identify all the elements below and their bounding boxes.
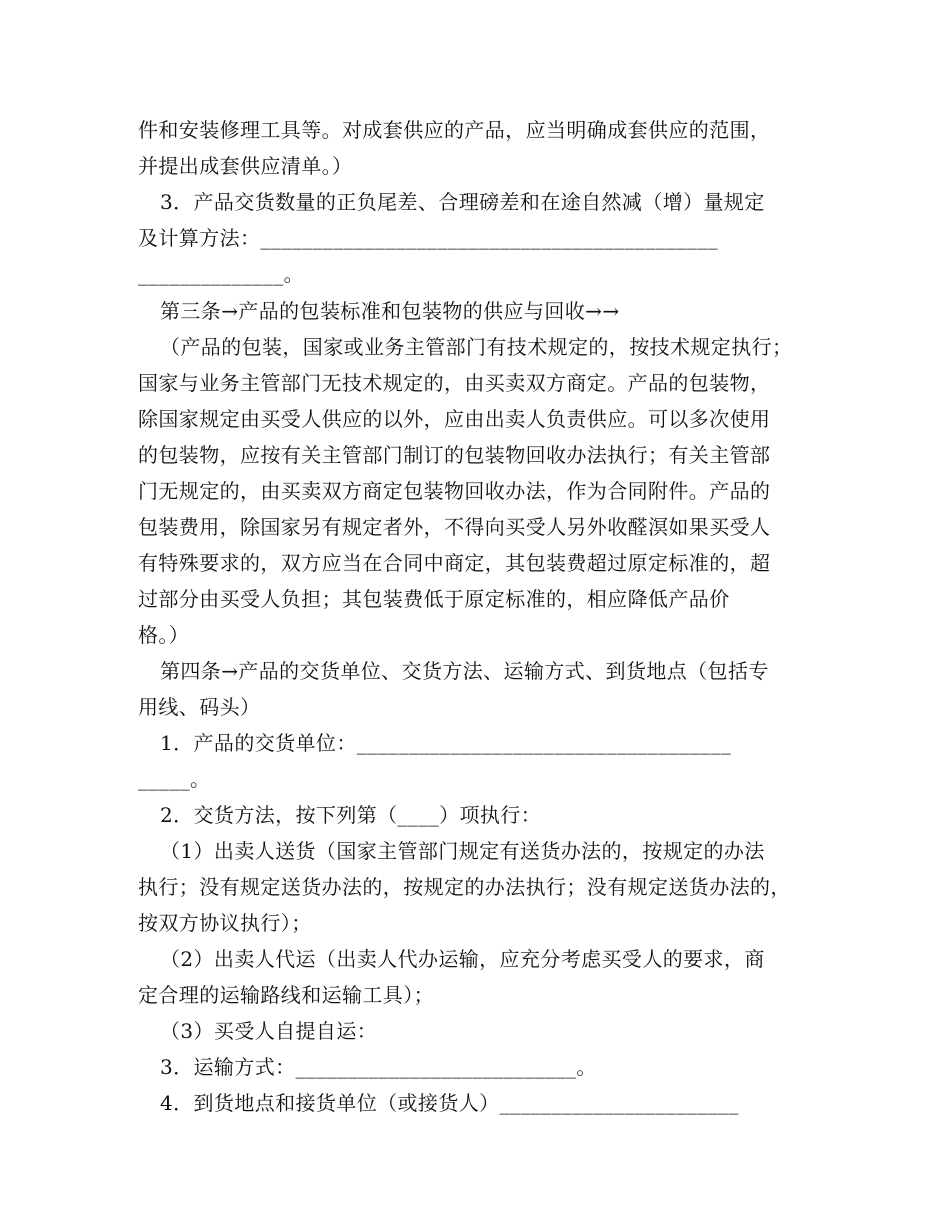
text-line: 国家与业务主管部门无技术规定的，由买卖双方商定。产品的包装物， bbox=[138, 371, 771, 395]
text-line: 3．运输方式：___________________________。 bbox=[160, 1055, 597, 1079]
text-line: 定合理的运输路线和运输工具）； bbox=[138, 983, 434, 1007]
text-line: 包装费用，除国家另有规定者外，不得向买受人另外收醛溟如果买受人 bbox=[138, 515, 771, 539]
text-line: 过部分由买受人负担；其包装费低于原定标准的，相应降低产品价 bbox=[138, 587, 730, 611]
text-line: （3）买受人自提自运： bbox=[160, 1019, 378, 1043]
text-line: 除国家规定由买受人供应的以外，应由出卖人负责供应。可以多次使用 bbox=[138, 407, 771, 431]
text-line: 有特殊要求的，双方应当在合同中商定，其包装费超过原定标准的，超 bbox=[138, 551, 771, 575]
text-line: 用线、码头） bbox=[138, 695, 261, 719]
text-line: 件和安装修理工具等。对成套供应的产品，应当明确成套供应的范围， bbox=[138, 118, 771, 142]
text-line: 2．交货方法，按下列第（____）项执行： bbox=[160, 803, 542, 827]
text-line: _____。 bbox=[138, 767, 211, 791]
text-line: 格。） bbox=[138, 623, 190, 647]
article-heading: 第四条→产品的交货单位、交货方法、运输方式、到货地点（包括专 bbox=[160, 659, 769, 683]
text-line: 门无规定的，由买卖双方商定包装物回收办法，作为合同附件。产品的 bbox=[138, 479, 771, 503]
text-line: ______________。 bbox=[138, 262, 304, 286]
text-line: 按双方协议执行）； bbox=[138, 911, 312, 935]
text-line: 及计算方法：____________________________________________ bbox=[138, 226, 718, 250]
text-line: 并提出成套供应清单。） bbox=[138, 154, 353, 178]
text-line: 4．到货地点和接货单位（或接货人）_______________________ bbox=[160, 1091, 739, 1115]
text-line: 的包装物，应按有关主管部门制订的包装物回收办法执行；有关主管部 bbox=[138, 443, 771, 467]
text-line: （产品的包装，国家或业务主管部门有技术规定的，按技术规定执行； bbox=[160, 335, 793, 359]
text-line: 1．产品的交货单位：____________________________________ bbox=[160, 731, 732, 755]
text-line: （2）出卖人代运（出卖人代办运输，应充分考虑买受人的要求，商 bbox=[160, 947, 765, 971]
text-line: 3．产品交货数量的正负尾差、合理磅差和在途自然减（增）量规定 bbox=[160, 190, 765, 214]
text-line: 执行；没有规定送货办法的，按规定的办法执行；没有规定送货办法的， bbox=[138, 875, 791, 899]
text-line: （1）出卖人送货（国家主管部门规定有送货办法的，按规定的办法 bbox=[160, 839, 765, 863]
article-heading: 第三条→产品的包装标准和包装物的供应与回收→→ bbox=[160, 299, 620, 323]
